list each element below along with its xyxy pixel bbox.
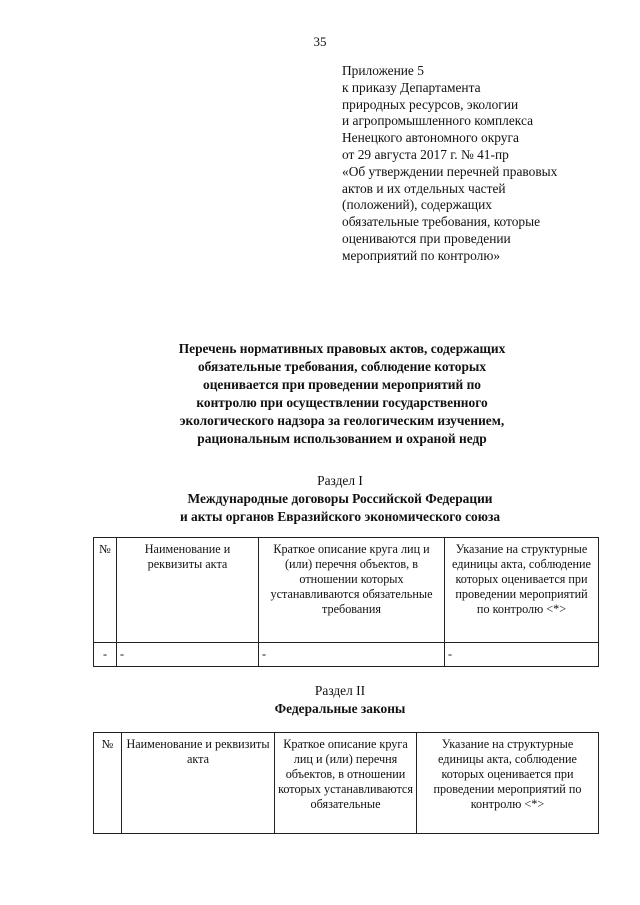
section1-label: Раздел I xyxy=(317,473,363,488)
section1-table xyxy=(93,537,599,667)
appendix-line: (положений), содержащих xyxy=(342,197,492,213)
title-line: обязательные требования, соблюдение которых xyxy=(197,359,487,374)
header-cell-structural-units: Указание на структурные единицы акта, соблюдение которых оценивается при проведении мероприятий по контролю <*> xyxy=(445,538,599,643)
table-header-row xyxy=(94,538,599,643)
section1-heading xyxy=(0,472,640,526)
title-line: Перечень нормативных правовых актов, содержащих xyxy=(178,341,506,356)
appendix-line: «Об утверждении перечней правовых xyxy=(342,163,558,179)
appendix-line: Приложение 5 xyxy=(342,63,424,78)
title-line: оценивается при проведении мероприятий по xyxy=(203,377,481,392)
table-cell: - xyxy=(94,643,117,667)
header-cell-description: Краткое описание круга лиц и (или) перечня объектов, в отношении которых устанавливаются обязательные xyxy=(275,733,417,834)
page-number: 35 xyxy=(313,34,327,49)
table-row xyxy=(94,643,599,667)
appendix-line: актов и их отдельных частей xyxy=(342,180,506,196)
section2-table xyxy=(93,732,599,834)
header-cell-number: № xyxy=(94,538,117,643)
header-cell-act-name: Наименование и реквизиты акта xyxy=(117,538,259,643)
appendix-line: от 29 августа 2017 г. № 41-пр xyxy=(342,146,509,162)
section2-title: Федеральные законы xyxy=(274,701,406,716)
title-line: рациональным использованием и охраной недр xyxy=(197,431,487,446)
section1-title-line: Международные договоры Российской Федерации xyxy=(187,491,493,506)
document-title xyxy=(60,340,624,448)
appendix-line: природных ресурсов, экологии xyxy=(342,96,519,112)
section1-title-line: и акты органов Евразийского экономического союза xyxy=(179,509,501,524)
appendix-line: к приказу Департамента xyxy=(342,79,481,95)
appendix-block xyxy=(342,63,612,265)
header-cell-act-name: Наименование и реквизиты акта xyxy=(122,733,275,834)
appendix-line: Ненецкого автономного округа xyxy=(342,130,519,146)
header-cell-structural-units: Указание на структурные единицы акта, соблюдение которых оценивается при проведении мероприятий по контролю <*> xyxy=(417,733,599,834)
header-cell-description: Краткое описание круга лиц и (или) перечня объектов, в отношении которых устанавливаются обязательные требования xyxy=(259,538,445,643)
appendix-line: оцениваются при проведении xyxy=(342,230,511,246)
section2-label: Раздел II xyxy=(314,683,366,698)
appendix-line: обязательные требования, которые xyxy=(342,214,541,230)
table-cell: - xyxy=(445,643,599,667)
header-cell-number: № xyxy=(94,733,122,834)
appendix-line: и агропромышленного комплекса xyxy=(342,113,534,129)
section2-heading xyxy=(0,682,640,718)
table-cell: - xyxy=(259,643,445,667)
table-cell: - xyxy=(117,643,259,667)
title-line: экологического надзора за геологическим изучением, xyxy=(179,413,505,428)
appendix-line: мероприятий по контролю» xyxy=(342,247,501,263)
table-header-row xyxy=(94,733,599,834)
title-line: контролю при осуществлении государственного xyxy=(196,395,488,410)
